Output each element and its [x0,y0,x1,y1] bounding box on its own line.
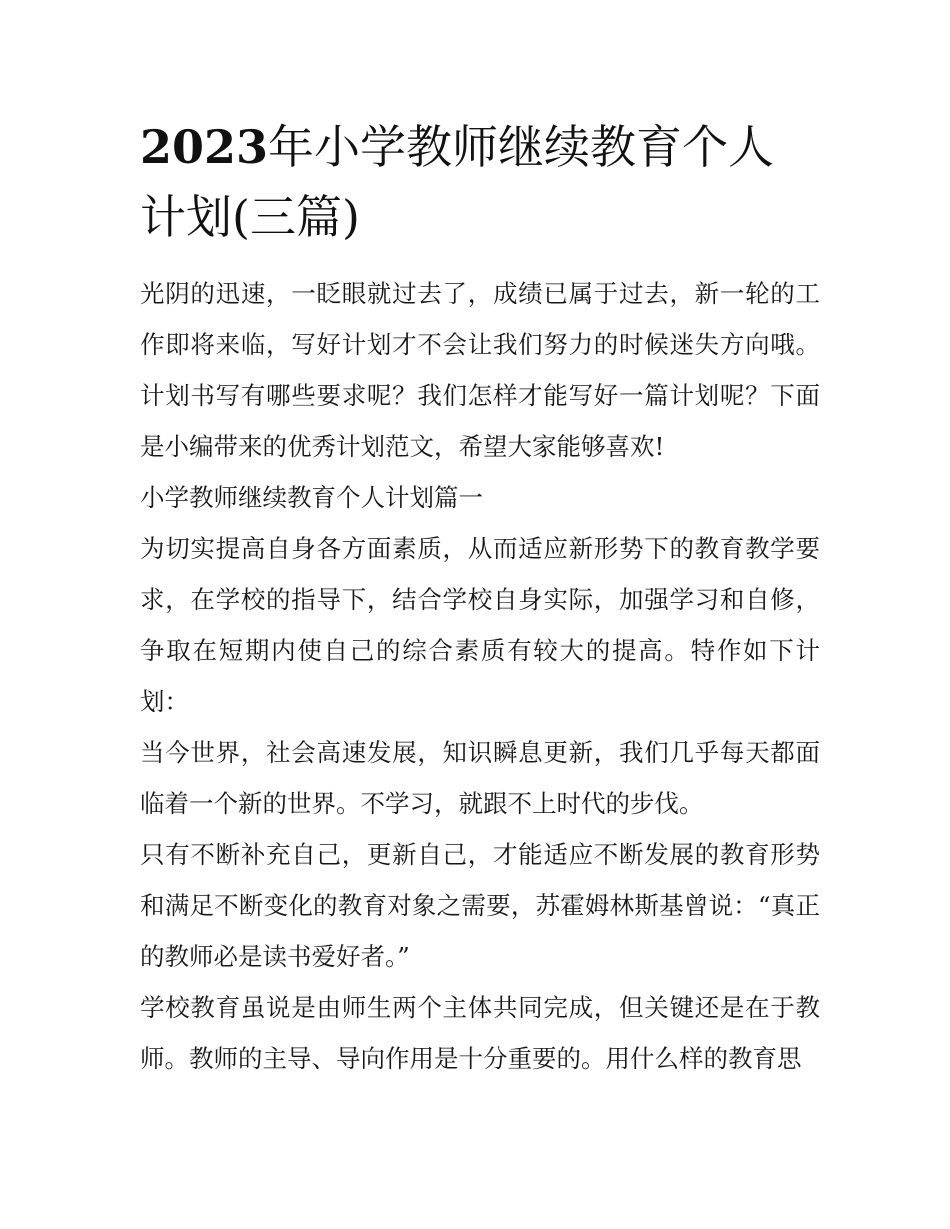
document-title [140,112,820,252]
body-paragraph-4: 学校教育虽说是由师生两个主体共同完成，但关键还是在于教师。教师的主导、导向作用是十分重要的。用什么样的教育思 [140,993,820,1073]
section-heading: 小学教师继续教育个人计划篇一 [140,483,483,512]
title-year: 2023 [140,120,269,174]
body-paragraph-2: 当今世界，社会高速发展，知识瞬息更新，我们几乎每天都面临着一个新的世界。不学习，就跟不上时代的步伐。 [140,738,820,818]
body-paragraph-1: 为切实提高自身各方面素质，从而适应新形势下的教育教学要求，在学校的指导下，结合学校自身实际，加强学习和自修，争取在短期内使自己的综合素质有较大的提高。特作如下计划： [140,534,820,716]
body-paragraph-3: 只有不断补充自己，更新自己，才能适应不断发展的教育形势和满足不断变化的教育对象之需要，苏霍姆林斯基曾说：“真正的教师必是读书爱好者。” [140,840,820,971]
document-content [140,112,820,1084]
intro-paragraph: 光阴的迅速，一眨眼就过去了，成绩已属于过去，新一轮的工作即将来临，写好计划才不会让我们努力的时候迷失方向哦。计划书写有哪些要求呢？我们怎样才能写好一篇计划呢？下面是小编带来的优秀计划范文，希望大家能够喜欢! [140,279,820,461]
title-text: 年小学教师继续教育个人计划(三篇) [140,120,775,244]
document-body [140,268,820,1084]
